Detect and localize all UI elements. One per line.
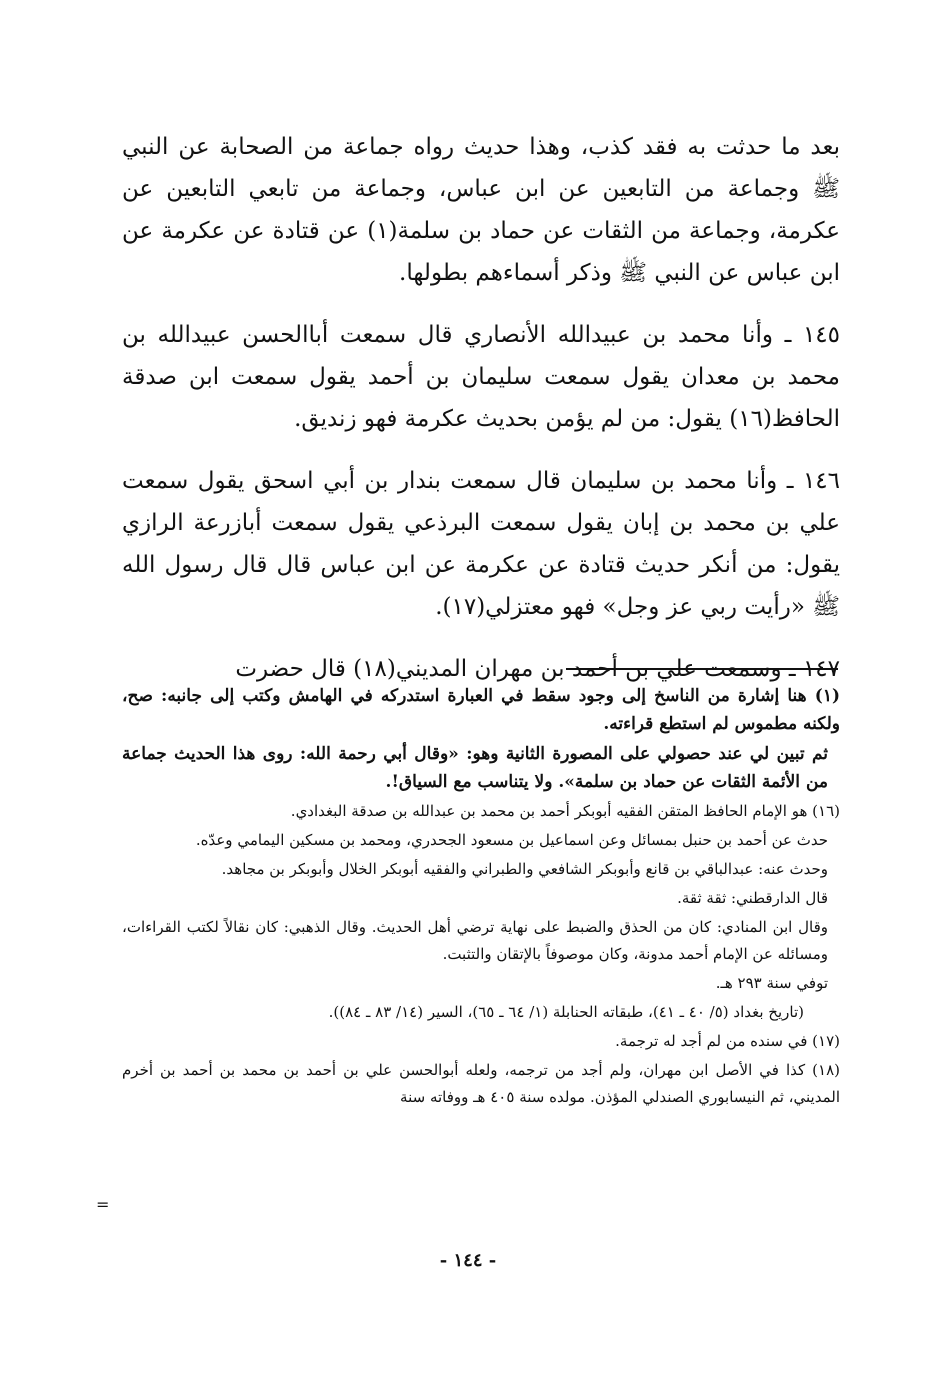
main-text-body [122,126,840,710]
page-number: - ١٤٤ - [439,1250,497,1271]
paragraph-145: ١٤٥ ـ وأنا محمد بن عبيدالله الأنصاري قال سمعت أباالحسن عبيدالله بن محمد بن معدان يقول سمعت سليمان بن أحمد يقول سمعت ابن صدقة الحافظ(١٦) يقول: من لم يؤمن بحديث عكرمة فهو زنديق. [122,322,840,432]
footnote-16-death: توفي سنة ٢٩٣ هـ. [715,974,828,992]
footnote-16-daraqutni: قال الدارقطني: ثقة ثقة. [677,889,828,907]
footnote-1-part-a: (١) هنا إشارة من الناسخ إلى وجود سقط في العبارة استدركه في الهامش وكتب إلى جانبه: صح، ولكنه مطموس لم استطع قراءته. [122,686,840,734]
footnote-16-sources: (تاريخ بغداد (٥/ ٤٠ ـ ٤١)، طبقاته الحنابلة (١/ ٦٤ ـ ٦٥)، السير (١٤/ ٨٣ ـ ٨٤)). [328,1003,804,1021]
footnote-separator [566,668,838,670]
footnote-16-students: وحدث عنه: عبدالباقي بن قانع وأبوبكر الشافعي والطبراني والفقيه أبوبكر الخلال وأبوبكر بن مجاهد. [221,860,828,878]
footnote-17: (١٧) في سنده من لم أجد له ترجمة. [615,1032,840,1050]
footnote-16-teachers: حدث عن أحمد بن حنبل بمسائل وعن اسماعيل بن مسعود الجحدري، ومحمد بن مسكين اليمامي وعدّه. [195,831,828,849]
paragraph-147: ١٤٧ ـ وسمعت علي بن أحمد بن مهران المديني(١٨) قال حضرت [235,656,840,682]
footnote-16-praise: وقال ابن المنادي: كان من الحذق والضبط على نهاية ترضي أهل الحديث. وقال الذهبي: كان نقالاً لكتب القراءات، ومسائله عن الإمام أحمد مدونة، وكان موصوفاً بالإتقان والتثبت. [122,918,828,963]
footnote-16-intro: (١٦) هو الإمام الحافظ المتقن الفقيه أبوبكر أحمد بن محمد بن عبدالله بن صدقة البغدادي. [290,802,840,820]
footnote-1-part-b: ثم تبين لي عند حصولي على المصورة الثانية وهو: «وقال أبي رحمة الله: روى هذا الحديث جماعة من الأئمة الثقات عن حماد بن سلمة». ولا يتناسب مع السياق!. [122,744,828,792]
footnotes-section [122,682,840,1113]
footnote-18: (١٨) كذا في الأصل ابن مهران، ولم أجد من ترجمه، ولعله أبوالحسن علي بن أحمد بن محمد بن أحمد بن أخرم المديني، ثم النيسابوري الصندلي المؤذن. مولده سنة ٤٠٥ هـ ووفاته سنة [122,1061,840,1106]
paragraph-intro: بعد ما حدثت به فقد كذب، وهذا حديث رواه جماعة من الصحابة عن النبي ﷺ وجماعة من التابعين عن ابن عباس، وجماعة من تابعي التابعين عن عكرمة، وجماعة من الثقات عن حماد بن سلمة(١) عن قتادة عن عكرمة عن ابن عباس عن النبي ﷺ وذكر أسماءهم بطولها. [122,134,840,286]
paragraph-146: ١٤٦ ـ وأنا محمد بن سليمان قال سمعت بندار بن أبي اسحق يقول سمعت علي بن محمد بن إبان يقول سمعت البرذعي يقول سمعت أبازرعة الرازي يقول: من أنكر حديث قتادة عن عكرمة عن ابن عباس قال قال رسول الله ﷺ «رأيت ربي عز وجل» فهو معتزلي(١٧). [122,468,840,620]
continuation-mark: = [96,1195,110,1214]
